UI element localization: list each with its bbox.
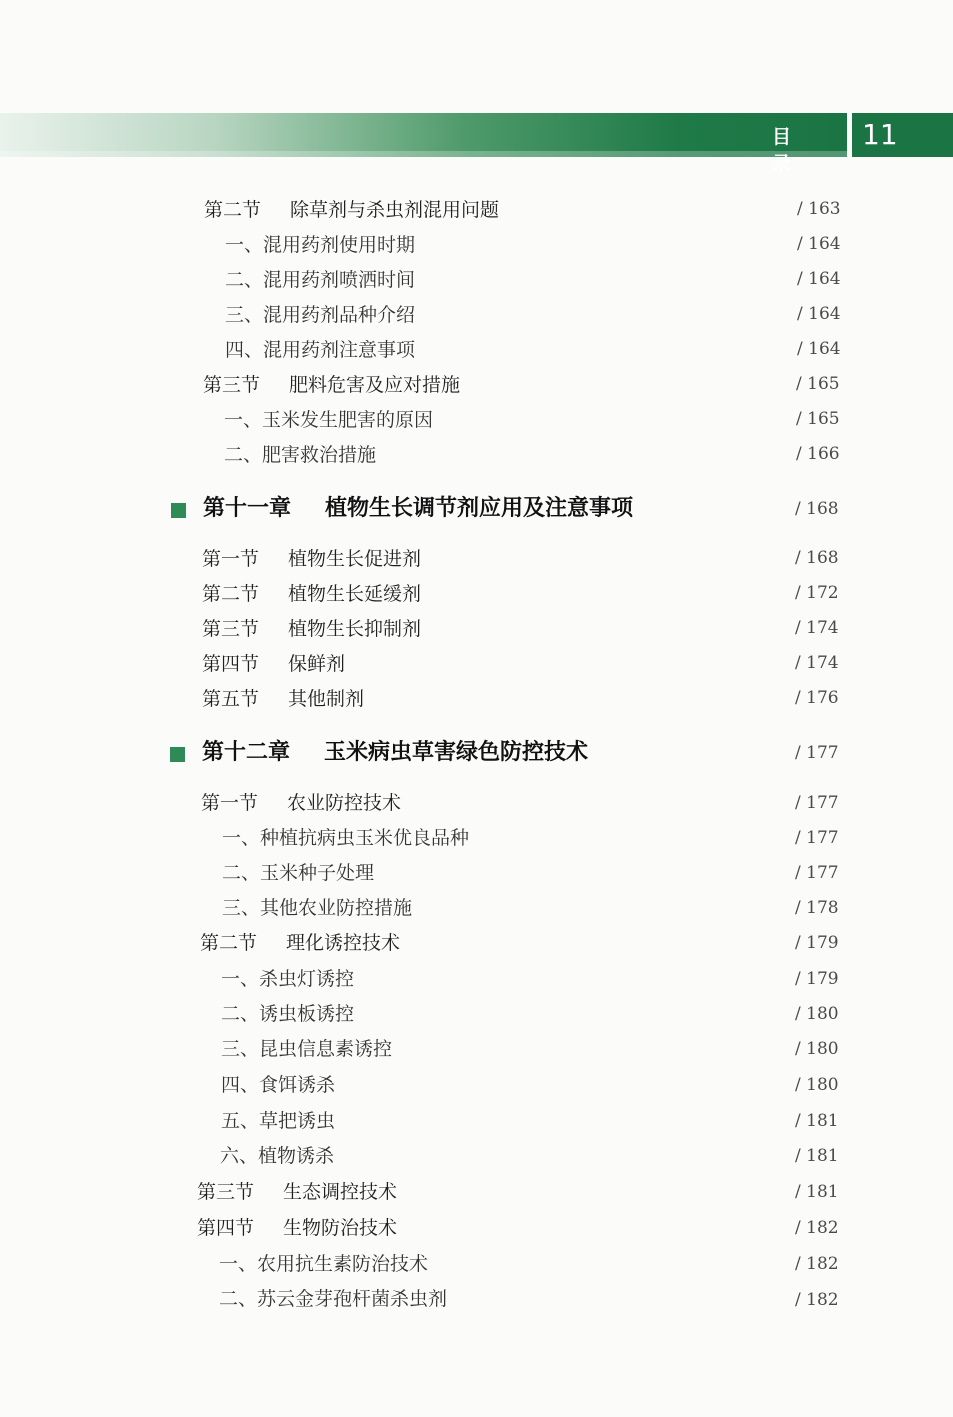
item-label: 四、混用药剂注意事项 bbox=[225, 339, 416, 361]
section-title: 植物生长延缓剂 bbox=[288, 583, 422, 605]
section-title: 其他制剂 bbox=[288, 688, 365, 710]
page-ref: / 165 bbox=[796, 374, 840, 394]
page-ref: / 174 bbox=[795, 653, 839, 673]
page-ref: / 181 bbox=[795, 1182, 839, 1202]
page-ref: / 178 bbox=[795, 898, 839, 918]
page-ref: / 180 bbox=[795, 1004, 839, 1024]
page-ref: / 176 bbox=[795, 688, 839, 708]
section-title: 肥料危害及应对措施 bbox=[289, 374, 461, 396]
section-number: 第二节 bbox=[202, 583, 260, 605]
section-number: 第五节 bbox=[202, 688, 260, 710]
page-ref: / 182 bbox=[795, 1218, 839, 1238]
item-label: 三、昆虫信息素诱控 bbox=[221, 1038, 393, 1060]
page-ref: / 177 bbox=[795, 863, 839, 883]
section-title: 除草剂与杀虫剂混用问题 bbox=[290, 199, 500, 221]
page-ref: / 179 bbox=[795, 933, 839, 953]
chapter-marker-icon bbox=[171, 503, 186, 518]
section-number: 第二节 bbox=[204, 199, 262, 221]
section-title: 农业防控技术 bbox=[287, 792, 402, 814]
page-ref: / 168 bbox=[795, 548, 839, 568]
item-label: 三、其他农业防控措施 bbox=[222, 897, 413, 919]
item-label: 三、混用药剂品种介绍 bbox=[225, 304, 416, 326]
section-number: 第四节 bbox=[202, 653, 260, 675]
item-label: 一、玉米发生肥害的原因 bbox=[224, 409, 434, 431]
chapter-title: 玉米病虫草害绿色防控技术 bbox=[324, 740, 589, 765]
section-title: 理化诱控技术 bbox=[286, 932, 401, 954]
section-number: 第一节 bbox=[202, 548, 260, 570]
page-ref: / 174 bbox=[795, 618, 839, 638]
page-ref: / 179 bbox=[795, 969, 839, 989]
section-title: 生物防治技术 bbox=[283, 1217, 398, 1239]
item-label: 一、杀虫灯诱控 bbox=[221, 968, 355, 990]
section-number: 第二节 bbox=[200, 932, 258, 954]
item-label: 五、草把诱虫 bbox=[221, 1110, 336, 1132]
section-number: 第三节 bbox=[203, 374, 261, 396]
page-ref: / 166 bbox=[796, 444, 840, 464]
page-ref: / 164 bbox=[797, 234, 841, 254]
chapter-marker-icon bbox=[170, 747, 185, 762]
running-header-title: 目 录 bbox=[772, 126, 806, 175]
section-number: 第三节 bbox=[202, 618, 260, 640]
page-ref: / 181 bbox=[795, 1146, 839, 1166]
section-title: 植物生长促进剂 bbox=[288, 548, 422, 570]
item-label: 四、食饵诱杀 bbox=[221, 1074, 336, 1096]
item-label: 二、诱虫板诱控 bbox=[221, 1003, 355, 1025]
section-title: 植物生长抑制剂 bbox=[288, 618, 422, 640]
page-ref: / 164 bbox=[797, 304, 841, 324]
section-number: 第一节 bbox=[201, 792, 259, 814]
chapter-number: 第十二章 bbox=[202, 740, 291, 765]
section-title: 生态调控技术 bbox=[283, 1181, 398, 1203]
page-ref: / 165 bbox=[796, 409, 840, 429]
page-ref: / 177 bbox=[795, 743, 839, 763]
section-number: 第三节 bbox=[197, 1181, 255, 1203]
page-ref: / 182 bbox=[795, 1290, 839, 1310]
item-label: 六、植物诱杀 bbox=[220, 1145, 335, 1167]
page-ref: / 182 bbox=[795, 1254, 839, 1274]
page-number: 11 bbox=[862, 118, 898, 151]
page-ref: / 163 bbox=[797, 199, 841, 219]
item-label: 二、苏云金芽孢杆菌杀虫剂 bbox=[219, 1288, 448, 1310]
item-label: 一、农用抗生素防治技术 bbox=[219, 1253, 429, 1275]
page-ref: / 177 bbox=[795, 793, 839, 813]
page-ref: / 168 bbox=[795, 499, 839, 519]
section-number: 第四节 bbox=[197, 1217, 255, 1239]
page-ref: / 172 bbox=[795, 583, 839, 603]
page-ref: / 177 bbox=[795, 828, 839, 848]
section-title: 保鲜剂 bbox=[288, 653, 346, 675]
item-label: 二、玉米种子处理 bbox=[222, 862, 375, 884]
page-ref: / 180 bbox=[795, 1039, 839, 1059]
chapter-title: 植物生长调节剂应用及注意事项 bbox=[325, 496, 634, 521]
page-ref: / 180 bbox=[795, 1075, 839, 1095]
chapter-number: 第十一章 bbox=[203, 496, 292, 521]
page-ref: / 181 bbox=[795, 1111, 839, 1131]
item-label: 二、肥害救治措施 bbox=[224, 444, 377, 466]
page-ref: / 164 bbox=[797, 269, 841, 289]
item-label: 一、混用药剂使用时期 bbox=[225, 234, 416, 256]
page-ref: / 164 bbox=[797, 339, 841, 359]
item-label: 一、种植抗病虫玉米优良品种 bbox=[222, 827, 470, 849]
item-label: 二、混用药剂喷洒时间 bbox=[225, 269, 416, 291]
